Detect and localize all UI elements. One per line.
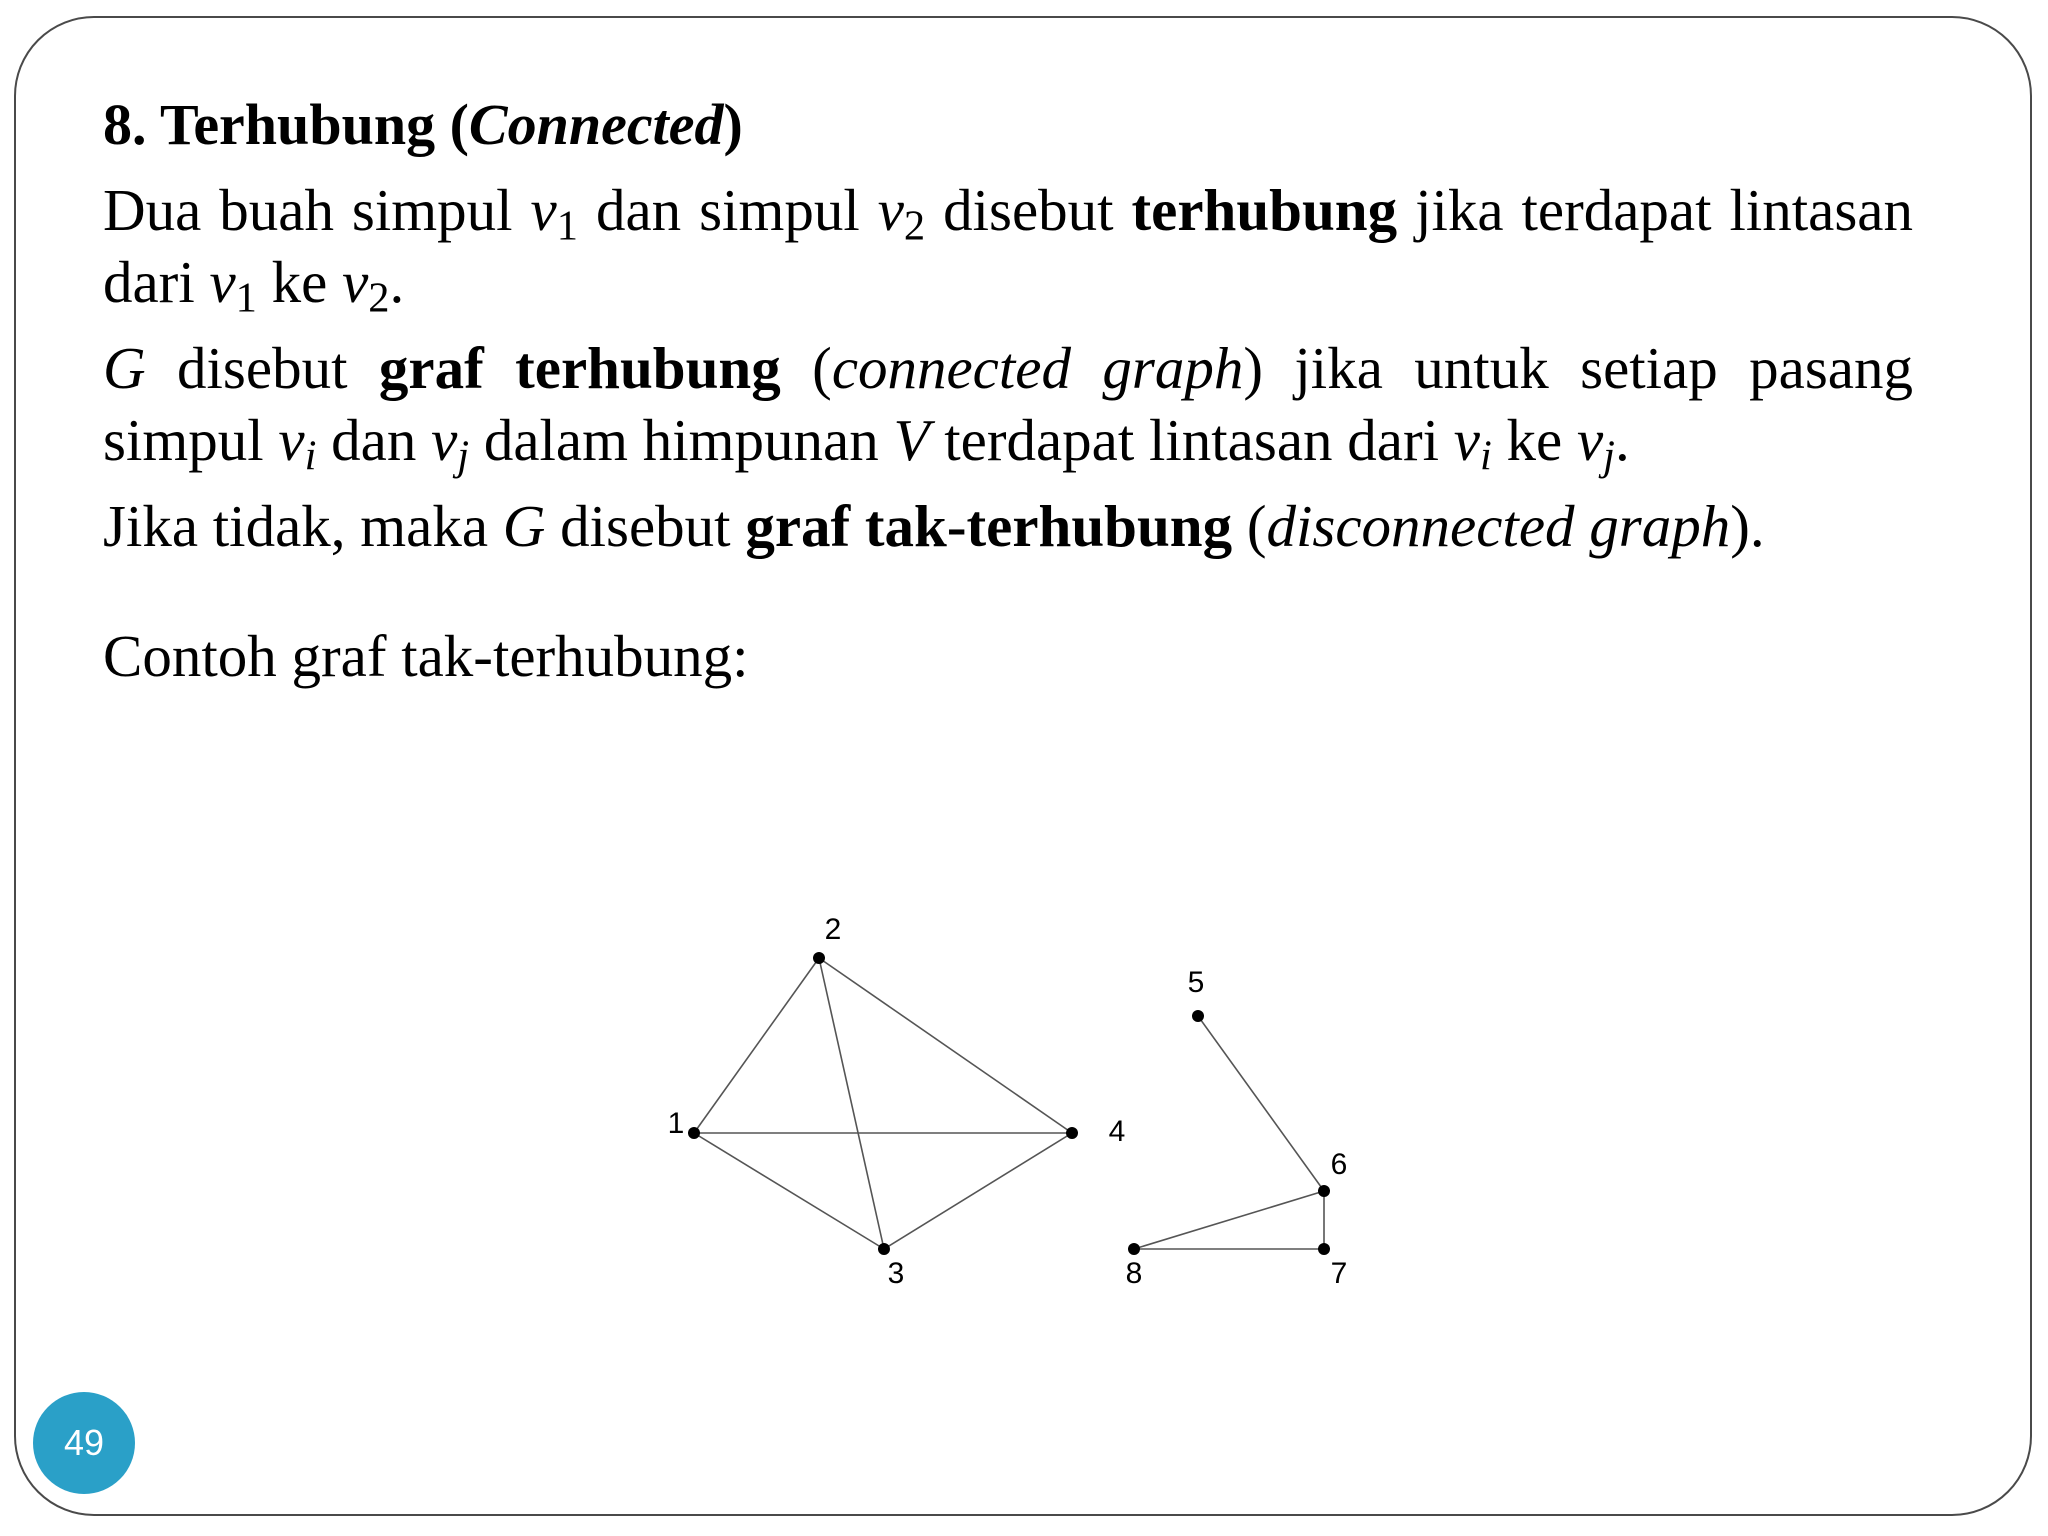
paragraph-connected-graph: G disebut graf terhubung (connected graph) jika untuk setiap pasang simpul $v_i$ dan $v_j$ dalam himpunan V terdapat lintasan dari $v_i$ ke $v_j$. [103,335,1913,480]
graph-vertex-label-7: 7 [1330,1257,1348,1290]
section-heading: 8. Terhubung (Connected) [103,92,743,157]
graph-vertex-label-5: 5 [1187,966,1205,999]
slide-content [103,88,1913,692]
graph-vertex-label-1: 1 [667,1107,685,1140]
paragraph-connected-vertices: Dua buah simpul $v_1$ dan simpul $v_2$ disebut terhubung jika terdapat lintasan dari $v_1$ ke $v_2$. [103,177,1913,322]
example-label: Contoh graf tak-terhubung: [103,623,749,689]
graph-vertex-label-4: 4 [1108,1115,1126,1148]
page-number-badge: 49 [33,1392,135,1494]
paragraph-disconnected-graph: Jika tidak, maka G disebut graf tak-terhubung (disconnected graph). [103,493,1765,559]
graph-vertex-label-2: 2 [824,913,842,946]
graph-vertex-label-8: 8 [1125,1257,1143,1290]
graph-vertex-label-3: 3 [887,1257,905,1290]
graph-vertex-label-6: 6 [1330,1148,1348,1181]
